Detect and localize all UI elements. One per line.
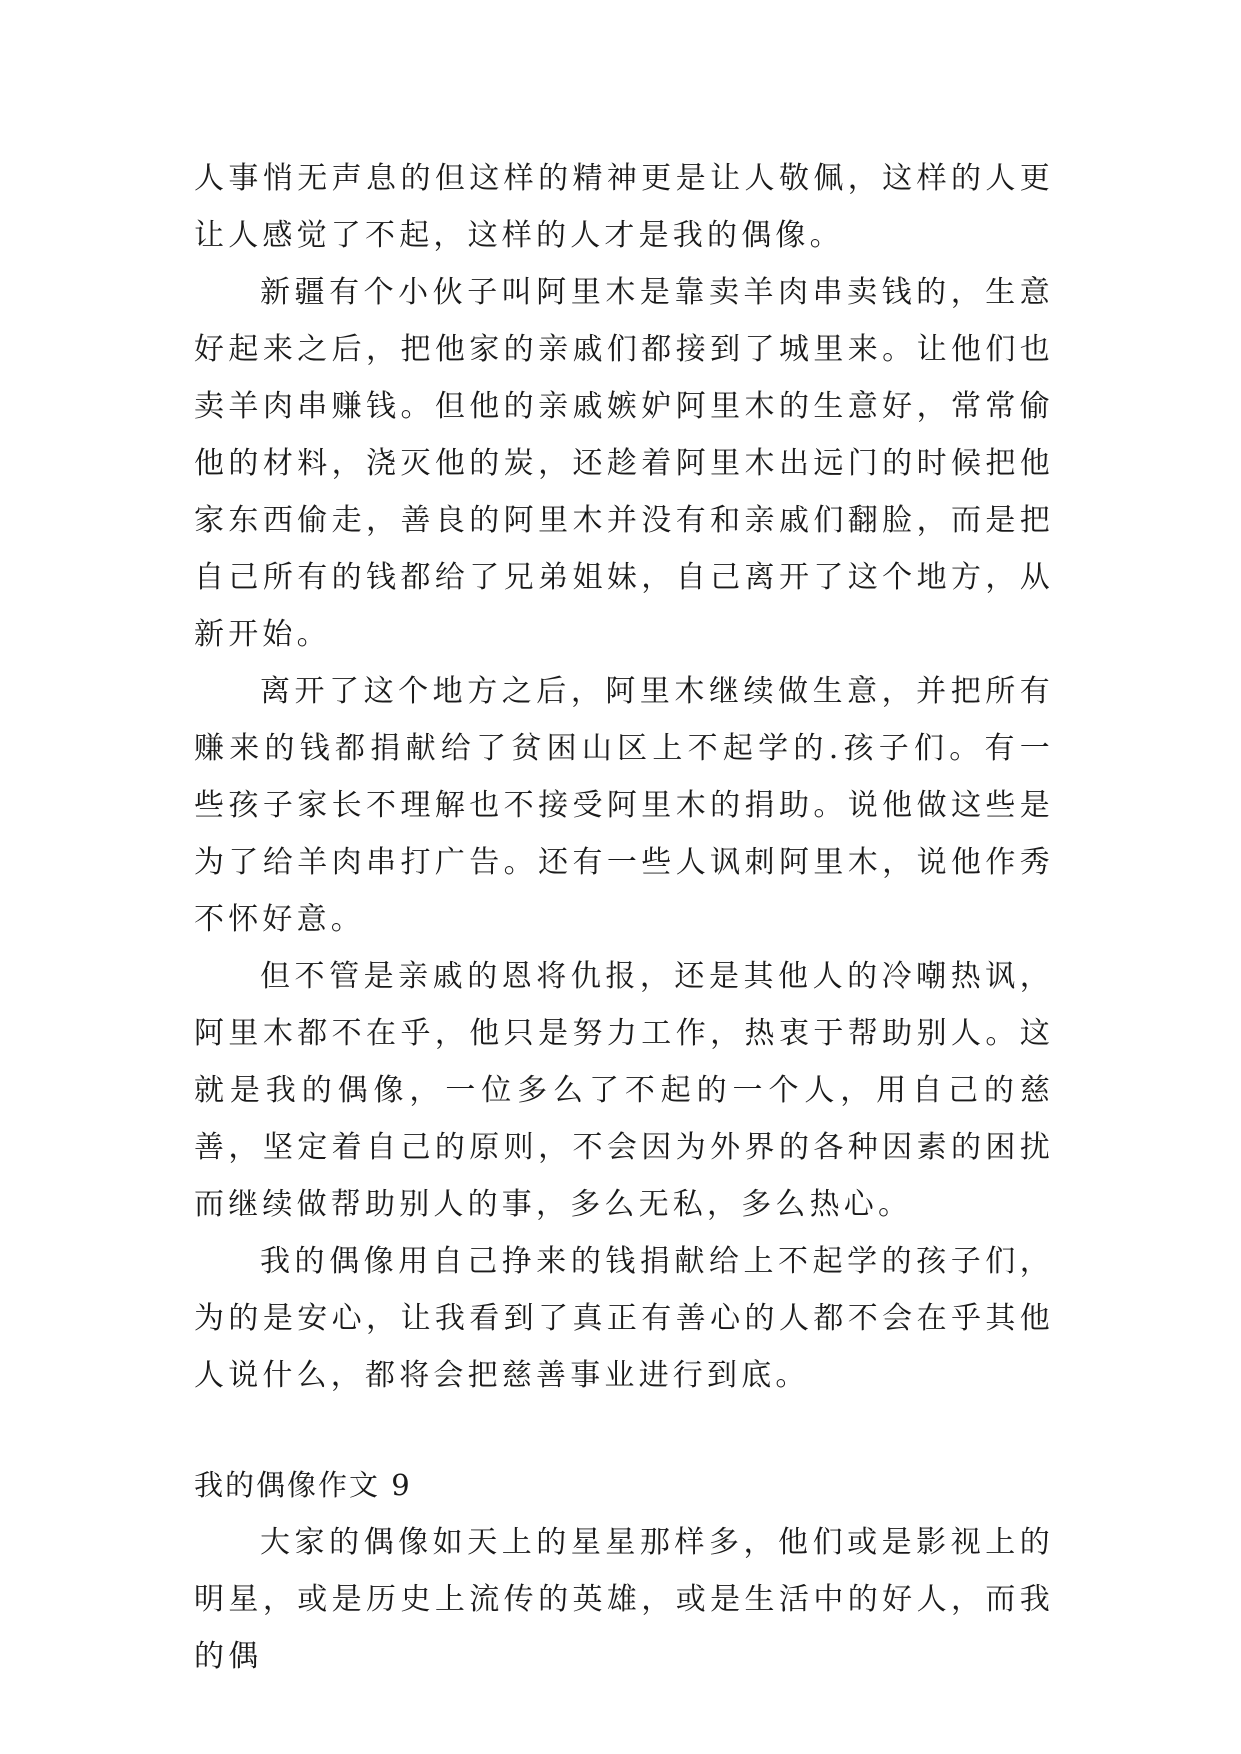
paragraph-1: 人事悄无声息的但这样的精神更是让人敬佩，这样的人更让人感觉了不起，这样的人才是我的偶像。 — [194, 161, 1054, 253]
paragraph-4: 但不管是亲戚的恩将仇报，还是其他人的冷嘲热讽，阿里木都不在乎，他只是努力工作，热衷于帮助别人。这就是我的偶像，一位多么了不起的一个人，用自己的慈善，坚定着自己的原则，不会因为外界的各种因素的困扰而继续做帮助别人的事，多么无私，多么热心。 — [194, 959, 1054, 1222]
section-spacer — [194, 1404, 1054, 1457]
section-paragraph-1: 大家的偶像如天上的星星那样多，他们或是影视上的明星，或是历史上流传的英雄，或是生活中的好人，而我的偶 — [194, 1525, 1054, 1674]
paragraph-3: 离开了这个地方之后，阿里木继续做生意，并把所有赚来的钱都捐献给了贫困山区上不起学的.孩子们。有一些孩子家长不理解也不接受阿里木的捐助。说他做这些是为了给羊肉串打广告。还有一些人讽刺阿里木，说他作秀不怀好意。 — [194, 674, 1054, 937]
document-page — [194, 150, 1054, 1685]
section-heading: 我的偶像作文 9 — [194, 1468, 412, 1502]
paragraph-5: 我的偶像用自己挣来的钱捐献给上不起学的孩子们，为的是安心，让我看到了真正有善心的人都不会在乎其他人说什么，都将会把慈善事业进行到底。 — [194, 1244, 1054, 1393]
paragraph-2: 新疆有个小伙子叫阿里木是靠卖羊肉串卖钱的，生意好起来之后，把他家的亲戚们都接到了城里来。让他们也卖羊肉串赚钱。但他的亲戚嫉妒阿里木的生意好，常常偷他的材料，浇灭他的炭，还趁着阿里木出远门的时候把他家东西偷走，善良的阿里木并没有和亲戚们翻脸，而是把自己所有的钱都给了兄弟姐妹，自己离开了这个地方，从新开始。 — [194, 275, 1054, 652]
